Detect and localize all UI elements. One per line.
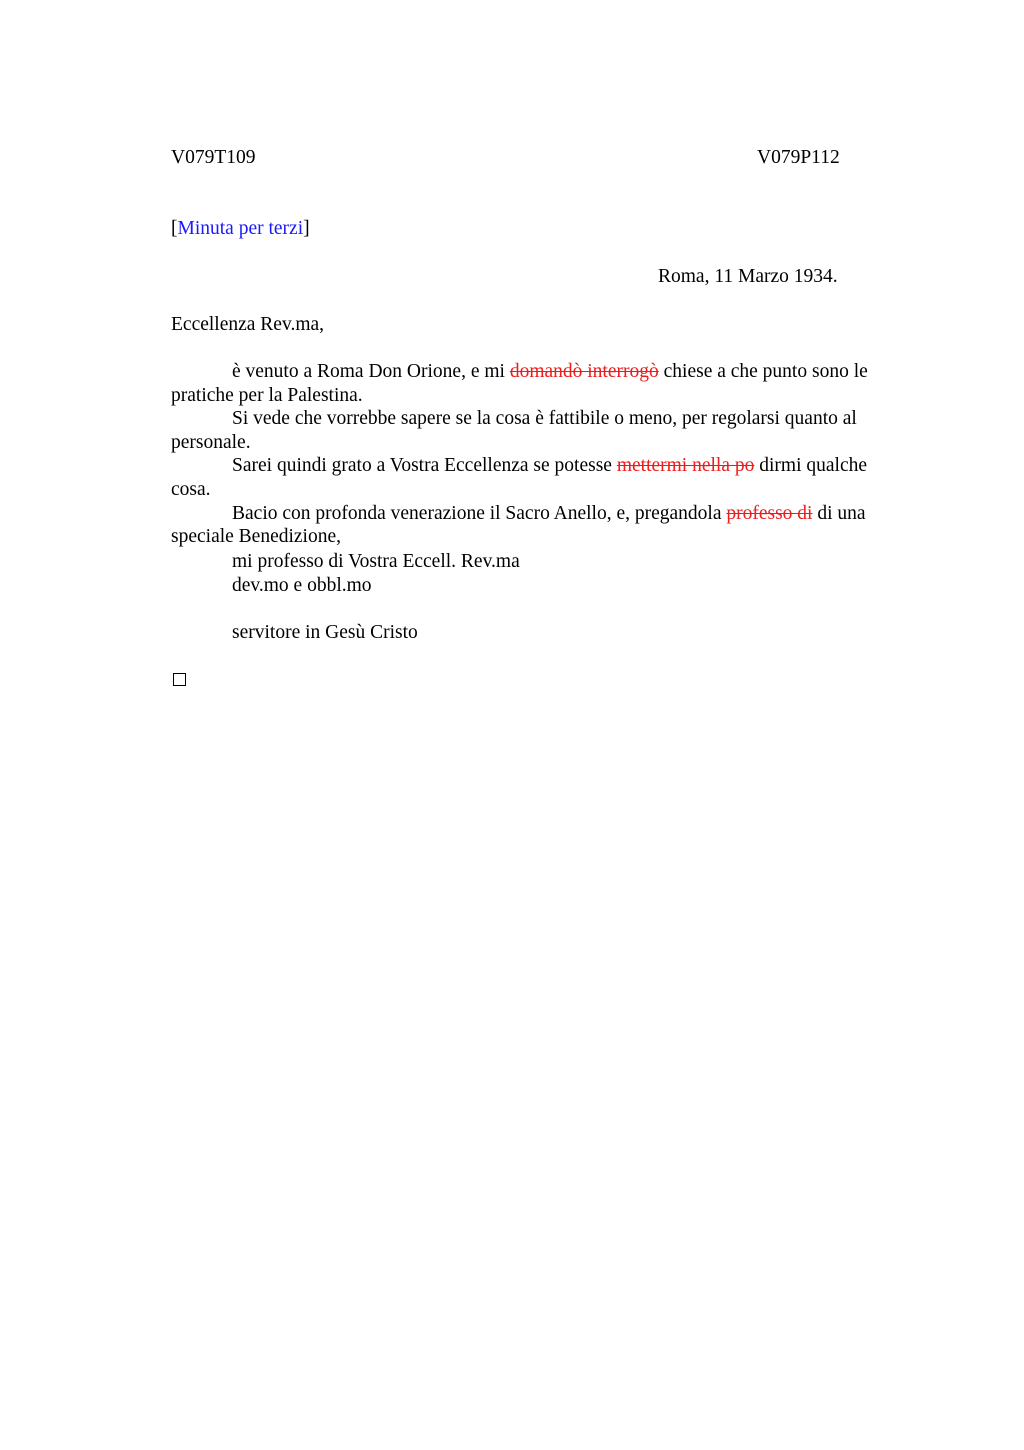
document-id-right: V079P112	[757, 147, 840, 168]
heading-open-bracket: [	[171, 218, 178, 239]
salutation: Eccellenza Rev.ma,	[171, 314, 325, 335]
paragraph-1	[171, 360, 911, 407]
paragraph-text: di una speciale Benedizione,	[171, 502, 866, 548]
paragraph-4	[171, 502, 911, 549]
closing-line-2: dev.mo e obbl.mo	[232, 575, 372, 596]
paragraph-3	[171, 454, 911, 501]
struck-text: mettermi nella po	[616, 455, 755, 477]
struck-text: professo di	[726, 502, 813, 524]
paragraph-text: dirmi qualche cosa.	[171, 455, 868, 500]
closing-line-3: servitore in Gesù Cristo	[232, 622, 418, 643]
paragraph-2	[171, 407, 911, 454]
paragraph-text: Bacio con profonda venerazione il Sacro Anello, e, pregandola	[232, 502, 727, 524]
paragraph-text: Sarei quindi grato a Vostra Eccellenza se potesse	[232, 455, 617, 477]
heading-label: Minuta per terzi	[177, 218, 304, 239]
struck-text: domandò interrogò	[509, 361, 659, 382]
paragraph-text: Si vede che vorrebbe sapere se la cosa è fattibile o meno, per regolarsi quanto al personale.	[171, 408, 857, 453]
letter-body	[171, 360, 911, 549]
closing-line-1: mi professo di Vostra Eccell. Rev.ma	[232, 551, 520, 572]
heading-close-bracket: ]	[303, 218, 310, 239]
document-id-left: V079T109	[171, 147, 256, 168]
paragraph-text: chiese a che punto sono le pratiche per la Palestina.	[171, 361, 868, 406]
empty-square-icon	[173, 673, 186, 686]
letter-date: Roma, 11 Marzo 1934.	[658, 266, 838, 287]
paragraph-text: è venuto a Roma Don Orione, e mi	[232, 361, 510, 382]
document-heading	[171, 217, 310, 241]
